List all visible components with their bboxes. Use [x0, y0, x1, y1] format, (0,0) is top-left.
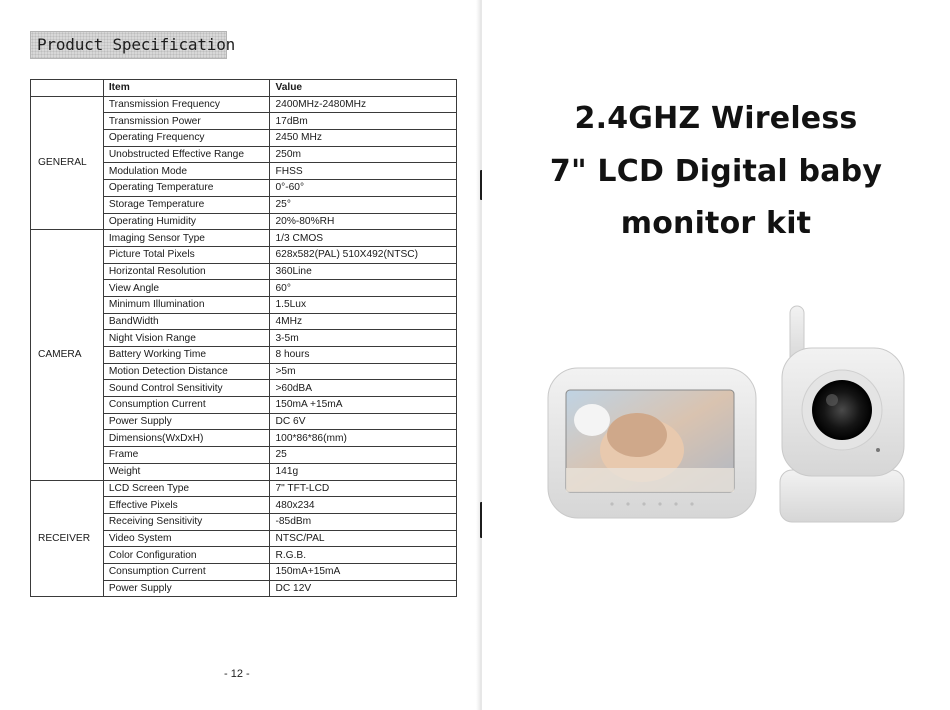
- page-number: - 12 -: [224, 668, 250, 680]
- product-photo: [542, 300, 912, 532]
- parent-monitor: [548, 368, 756, 518]
- table-row: [31, 230, 457, 247]
- item-cell: Power Supply: [103, 413, 270, 430]
- item-cell: Receiving Sensitivity: [103, 513, 270, 530]
- item-cell: Minimum Illumination: [103, 296, 270, 313]
- value-cell: >5m: [270, 363, 457, 380]
- table-row: [31, 96, 457, 113]
- item-cell: Weight: [103, 463, 270, 480]
- baby-camera: [780, 306, 904, 522]
- value-cell: DC 6V: [270, 413, 457, 430]
- value-cell: 250m: [270, 146, 457, 163]
- item-cell: Frame: [103, 447, 270, 464]
- item-cell: BandWidth: [103, 313, 270, 330]
- item-cell: View Angle: [103, 280, 270, 297]
- header-value: Value: [270, 80, 457, 97]
- value-cell: DC 12V: [270, 580, 457, 597]
- category-cell: CAMERA: [31, 230, 104, 480]
- value-cell: 8 hours: [270, 347, 457, 364]
- item-cell: Operating Temperature: [103, 180, 270, 197]
- item-cell: Motion Detection Distance: [103, 363, 270, 380]
- title-line-2: 7" LCD Digital baby: [549, 154, 883, 189]
- value-cell: >60dBA: [270, 380, 457, 397]
- value-cell: 25: [270, 447, 457, 464]
- item-cell: Horizontal Resolution: [103, 263, 270, 280]
- item-cell: Video System: [103, 530, 270, 547]
- value-cell: 150mA+15mA: [270, 563, 457, 580]
- category-cell: GENERAL: [31, 96, 104, 230]
- value-cell: 1.5Lux: [270, 296, 457, 313]
- value-cell: 17dBm: [270, 113, 457, 130]
- item-cell: Picture Total Pixels: [103, 246, 270, 263]
- value-cell: FHSS: [270, 163, 457, 180]
- header-category: [31, 80, 104, 97]
- value-cell: 628x582(PAL) 510X492(NTSC): [270, 246, 457, 263]
- item-cell: Power Supply: [103, 580, 270, 597]
- value-cell: 7" TFT-LCD: [270, 480, 457, 497]
- value-cell: 25°: [270, 196, 457, 213]
- item-cell: Modulation Mode: [103, 163, 270, 180]
- category-cell: RECEIVER: [31, 480, 104, 597]
- value-cell: 20%-80%RH: [270, 213, 457, 230]
- value-cell: 2450 MHz: [270, 130, 457, 147]
- value-cell: 60°: [270, 280, 457, 297]
- right-page: [482, 0, 950, 710]
- section-banner: [30, 31, 236, 59]
- item-cell: Operating Humidity: [103, 213, 270, 230]
- item-cell: Consumption Current: [103, 563, 270, 580]
- value-cell: R.G.B.: [270, 547, 457, 564]
- value-cell: 4MHz: [270, 313, 457, 330]
- spec-table-body: [31, 96, 457, 597]
- item-cell: Imaging Sensor Type: [103, 230, 270, 247]
- value-cell: 1/3 CMOS: [270, 230, 457, 247]
- item-cell: Night Vision Range: [103, 330, 270, 347]
- item-cell: Transmission Power: [103, 113, 270, 130]
- section-title: Product Specification: [37, 35, 236, 54]
- header-item: Item: [103, 80, 270, 97]
- item-cell: Unobstructed Effective Range: [103, 146, 270, 163]
- value-cell: 360Line: [270, 263, 457, 280]
- item-cell: Sound Control Sensitivity: [103, 380, 270, 397]
- value-cell: NTSC/PAL: [270, 530, 457, 547]
- value-cell: 100*86*86(mm): [270, 430, 457, 447]
- value-cell: -85dBm: [270, 513, 457, 530]
- value-cell: 3-5m: [270, 330, 457, 347]
- value-cell: 0°-60°: [270, 180, 457, 197]
- item-cell: Battery Working Time: [103, 347, 270, 364]
- item-cell: Color Configuration: [103, 547, 270, 564]
- table-header-row: [31, 80, 457, 97]
- value-cell: 480x234: [270, 497, 457, 514]
- item-cell: Consumption Current: [103, 397, 270, 414]
- item-cell: Operating Frequency: [103, 130, 270, 147]
- item-cell: LCD Screen Type: [103, 480, 270, 497]
- item-cell: Dimensions(WxDxH): [103, 430, 270, 447]
- title-line-1: 2.4GHZ Wireless: [574, 101, 858, 136]
- spec-table: [30, 79, 457, 597]
- item-cell: Effective Pixels: [103, 497, 270, 514]
- item-cell: Transmission Frequency: [103, 96, 270, 113]
- item-cell: Storage Temperature: [103, 196, 270, 213]
- title-line-3: monitor kit: [620, 206, 812, 241]
- value-cell: 2400MHz-2480MHz: [270, 96, 457, 113]
- value-cell: 150mA +15mA: [270, 397, 457, 414]
- table-row: [31, 480, 457, 497]
- value-cell: 141g: [270, 463, 457, 480]
